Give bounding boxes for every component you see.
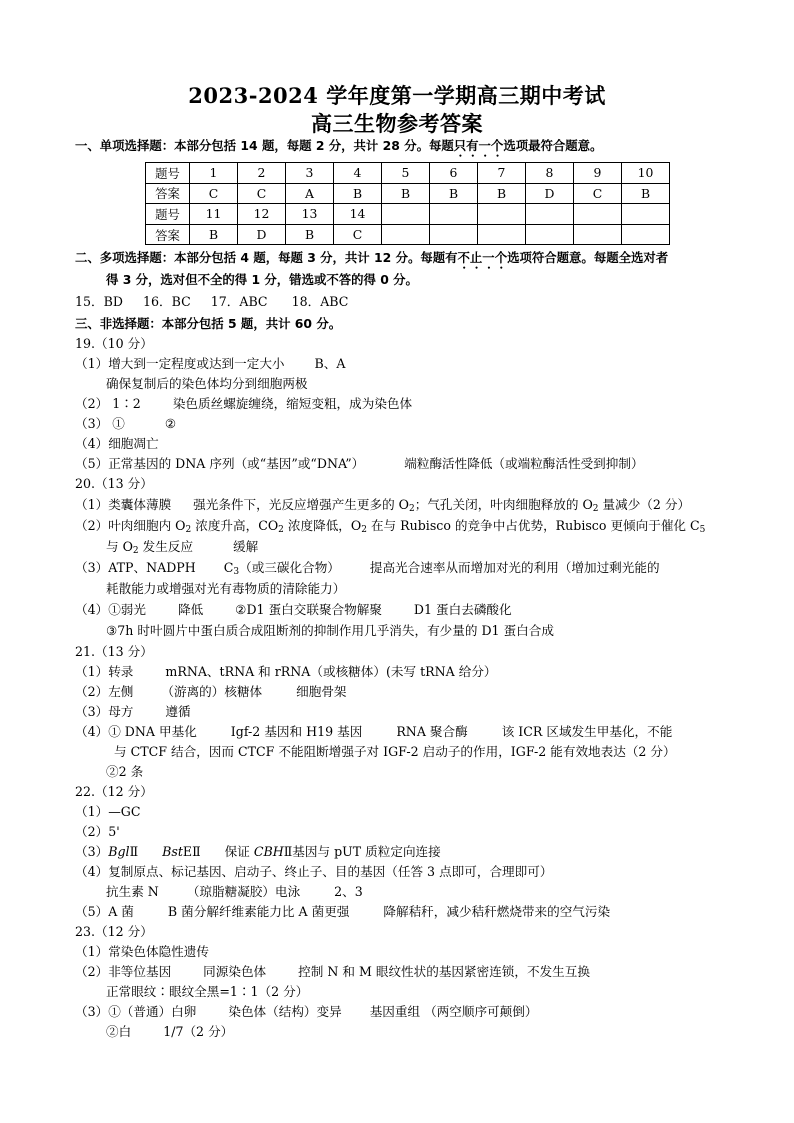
table-cell [526, 204, 574, 225]
answer-text: 降解秸秆，减少秸秆燃烧带来的空气污染 [383, 904, 611, 919]
q21-line-4c: ②2 条 [106, 764, 144, 779]
enzyme-name: Bst [162, 844, 183, 859]
answer-text: EⅡ [182, 844, 201, 859]
answer-text: （或三碳化合物） [239, 560, 340, 575]
answer-text: （1）增大到一定程度或达到一定大小 [75, 356, 285, 371]
answer-text: （4）① DNA 甲基化 [75, 724, 197, 739]
answer-text: 发生反应 [138, 539, 194, 554]
table-cell: 8 [526, 163, 574, 184]
answer-18: 18．ABC [291, 294, 349, 309]
table-cell: 7 [478, 163, 526, 184]
exam-title: 2023-2024 学年度第一学期高三期中考试 [188, 83, 606, 108]
answer-text: 控制 N 和 M 眼纹性状的基因紧密连锁，不发生互换 [298, 964, 590, 979]
answer-text: （3） [75, 844, 109, 859]
answer-text: Igf-2 基因和 H19 基因 [230, 724, 363, 739]
answer-text: （琼脂糖凝胶）电泳 [186, 884, 301, 899]
table-cell: B [430, 183, 478, 204]
enzyme-name: Bgl [108, 844, 130, 859]
answer-text: mRNA、tRNA 和 rRNA（或核糖体）(未写 tRNA 给分） [165, 664, 497, 679]
table-cell: 12 [238, 204, 286, 225]
answer-table [145, 162, 670, 245]
table-cell [478, 224, 526, 245]
answer-text: 强光条件下，光反应增强产生更多的 O [193, 497, 409, 512]
q23-line-2 [75, 963, 590, 981]
subscript: 2 [409, 504, 415, 514]
table-cell: 5 [382, 163, 430, 184]
answer-text: C [223, 560, 234, 575]
table-cell: 2 [238, 163, 286, 184]
q20-line-3b: 耗散能力或增强对光有毒物质的清除能力） [106, 581, 346, 596]
table-cell: D [526, 183, 574, 204]
answer-17: 17．ABC [210, 294, 268, 309]
q22-heading: 22.（12 分） [75, 784, 153, 799]
q23-line-2b: 正常眼纹∶眼纹全黑=1∶1（2 分） [106, 984, 309, 999]
table-cell: 答案 [146, 183, 190, 204]
answer-text: 降低 [177, 602, 204, 617]
answer-text: （5）A 菌 [75, 904, 134, 919]
answer-text: （2）叶肉细胞内 O [75, 518, 186, 533]
section2-answers [75, 293, 348, 311]
answer-text: 浓度升高，CO [191, 518, 279, 533]
answer-text: 抗生素 N [106, 884, 159, 899]
answer-text: （3） ① [75, 416, 125, 431]
answer-text: （1）类囊体薄膜 [75, 497, 172, 512]
table-cell: 11 [190, 204, 238, 225]
answer-text: ② [164, 416, 177, 431]
answer-text: （1）转录 [75, 664, 134, 679]
table-cell [478, 204, 526, 225]
q20-line-4b: ③7h 时叶圆片中蛋白质合成阻断剂的抑制作用几乎消失，有少量的 D1 蛋白合成 [106, 623, 554, 638]
table-cell: B [334, 183, 382, 204]
section2-heading-line2: 得 3 分，选对但不全的得 1 分，错选或不答的得 0 分。 [106, 272, 418, 287]
table-cell: C [190, 183, 238, 204]
answer-text: （2）左侧 [75, 684, 134, 699]
table-cell: B [286, 224, 334, 245]
table-cell: 6 [430, 163, 478, 184]
subscript: 2 [361, 525, 367, 535]
q22-line-2: （2）5' [75, 824, 120, 839]
table-cell: C [334, 224, 382, 245]
table-cell [382, 224, 430, 245]
answer-text: （4）①弱光 [75, 602, 146, 617]
answer-text: 同源染色体 [203, 964, 267, 979]
subscript: 2 [278, 525, 284, 535]
answer-text: 遵循 [165, 704, 191, 719]
table-cell: D [238, 224, 286, 245]
answer-text: 基因重组 （两空顺序可颠倒） [369, 1004, 538, 1019]
exam-subtitle: 高三生物参考答案 [311, 111, 483, 136]
q21-line-4b: 与 CTCF 结合，因而 CTCF 不能阻断增强子对 IGF-2 启动子的作用，IGF-2 能有效地表达（2 分） [114, 744, 676, 759]
subscript: 2 [185, 525, 192, 535]
answer-text: 量减少（2 分） [598, 497, 691, 512]
answer-text: D1 蛋白去磷酸化 [413, 602, 512, 617]
table-row [146, 163, 670, 184]
answer-text: （3）①（普通）白卵 [75, 1004, 197, 1019]
answer-text: ；气孔关闭，叶肉细胞释放的 O [414, 497, 593, 512]
answer-text: （2）非等位基因 [75, 964, 172, 979]
answer-text: 端粒酶活性降低（或端粒酶活性受到抑制） [404, 456, 644, 471]
answer-text: 缓解 [233, 539, 259, 554]
answer-text: 2、3 [334, 884, 363, 899]
table-cell: B [382, 183, 430, 204]
answer-text: 染色质丝螺旋缠绕，缩短变粗，成为染色体 [172, 396, 413, 411]
section1-heading-emphasis: 只有一个 [453, 138, 504, 153]
q19-heading: 19.（10 分） [75, 336, 153, 351]
answer-text: （3）ATP、NADPH [75, 560, 196, 575]
q20-line-2 [75, 517, 705, 535]
answer-text: 与 O [106, 539, 133, 554]
q19-line-3 [75, 415, 176, 433]
table-cell: 1 [190, 163, 238, 184]
table-cell: C [238, 183, 286, 204]
table-cell: 3 [286, 163, 334, 184]
answer-text: B 菌分解纤维素能力比 A 菌更强 [167, 904, 350, 919]
table-cell: 9 [574, 163, 622, 184]
answer-text: 浓度降低，O [283, 518, 362, 533]
table-row [146, 224, 670, 245]
q20-line-4 [75, 601, 512, 619]
q22-line-1: （1）—GC [75, 804, 141, 819]
table-cell [574, 204, 622, 225]
answer-text: 1/7（2 分） [163, 1024, 234, 1039]
table-cell [622, 224, 670, 245]
q22-line-3 [75, 843, 441, 861]
q19-line-4: （4）细胞凋亡 [75, 436, 159, 451]
answer-text: 染色体（结构）变异 [228, 1004, 342, 1019]
answer-text: Ⅱ [129, 844, 139, 859]
q22-line-4b [106, 883, 363, 901]
q21-heading: 21.（13 分） [75, 644, 153, 659]
section2-heading-pre: 二、多项选择题：本部分包括 4 题，每题 3 分，共计 12 分。每题有 [75, 250, 458, 265]
q23-line-3b [106, 1023, 233, 1041]
q20-line-3 [75, 559, 660, 577]
answer-text: （3）母方 [75, 704, 134, 719]
table-cell [526, 224, 574, 245]
table-cell: 题号 [146, 163, 190, 184]
answer-text: ②D1 蛋白交联聚合物解聚 [235, 602, 382, 617]
table-cell: 14 [334, 204, 382, 225]
q22-line-5 [75, 903, 610, 921]
answer-text: RNA 聚合酶 [396, 724, 468, 739]
q21-line-3 [75, 703, 191, 721]
answer-text: B、A [314, 356, 346, 371]
answer-text: （游离的）核糖体 [161, 684, 263, 699]
q19-line-1 [75, 355, 345, 373]
q23-line-1: （1）常染色体隐性遗传 [75, 944, 209, 959]
table-cell: B [622, 183, 670, 204]
table-cell: 4 [334, 163, 382, 184]
table-cell: B [478, 183, 526, 204]
answer-text: 该 ICR 区域发生甲基化，不能 [501, 724, 673, 739]
q19-line-5 [75, 455, 644, 473]
q21-line-1 [75, 663, 497, 681]
q23-heading: 23.（12 分） [75, 924, 153, 939]
table-cell [622, 204, 670, 225]
answer-text: 提高光合速率从而增加对光的利用（增加过剩光能的 [369, 560, 660, 575]
subscript: 5 [699, 525, 706, 535]
table-cell: 10 [622, 163, 670, 184]
section2-heading-emphasis: 不止一个 [457, 250, 508, 265]
section1-heading-pre: 一、单项选择题：本部分包括 14 题，每题 2 分，共计 28 分。每题 [75, 138, 454, 153]
section2-heading [75, 249, 668, 272]
q22-line-4: （4）复制原点、标记基因、启动子、终止子、目的基因（任答 3 点即可，合理即可） [75, 864, 553, 879]
q19-line-2 [75, 395, 412, 413]
section3-heading: 三、非选择题：本部分包括 5 题，共计 60 分。 [75, 316, 342, 331]
q19-line-1b: 确保复制后的染色体均分到细胞两极 [106, 376, 308, 391]
table-cell: C [574, 183, 622, 204]
answer-15: 15．BD [75, 294, 123, 309]
q21-line-4 [75, 723, 672, 741]
table-cell: B [190, 224, 238, 245]
section2-heading-post: 选项符合题意。每题全选对者 [507, 250, 669, 265]
q21-line-2 [75, 683, 347, 701]
answer-text: 在与 Rubisco 的竞争中占优势，Rubisco 更倾向于催化 C [366, 518, 700, 533]
answer-16: 16．BC [142, 294, 191, 309]
table-row [146, 204, 670, 225]
q23-line-3 [75, 1003, 537, 1021]
q20-line-1 [75, 496, 690, 514]
q20-line-2b [106, 538, 258, 556]
answer-text: ②白 [106, 1024, 132, 1039]
table-cell [382, 204, 430, 225]
table-cell: 13 [286, 204, 334, 225]
gene-name: CBH [253, 844, 284, 859]
table-cell: 题号 [146, 204, 190, 225]
answer-text: 细胞骨架 [296, 684, 347, 699]
table-row [146, 183, 670, 204]
table-cell [574, 224, 622, 245]
section1-heading [75, 137, 602, 160]
table-cell: 答案 [146, 224, 190, 245]
answer-text: 保证 [224, 844, 254, 859]
table-cell [430, 204, 478, 225]
subscript: 2 [592, 504, 599, 514]
table-cell [430, 224, 478, 245]
subscript: 3 [233, 567, 240, 577]
q20-heading: 20.（13 分） [75, 476, 153, 491]
answer-text: （2） 1∶2 [75, 396, 141, 411]
table-cell: A [286, 183, 334, 204]
subscript: 2 [132, 546, 139, 556]
section1-heading-post: 选项最符合题意。 [503, 138, 603, 153]
answer-text: （5）正常基因的 DNA 序列（或“基因”或“DNA”） [75, 456, 365, 471]
answer-text: Ⅱ基因与 pUT 质粒定向连接 [283, 844, 441, 859]
